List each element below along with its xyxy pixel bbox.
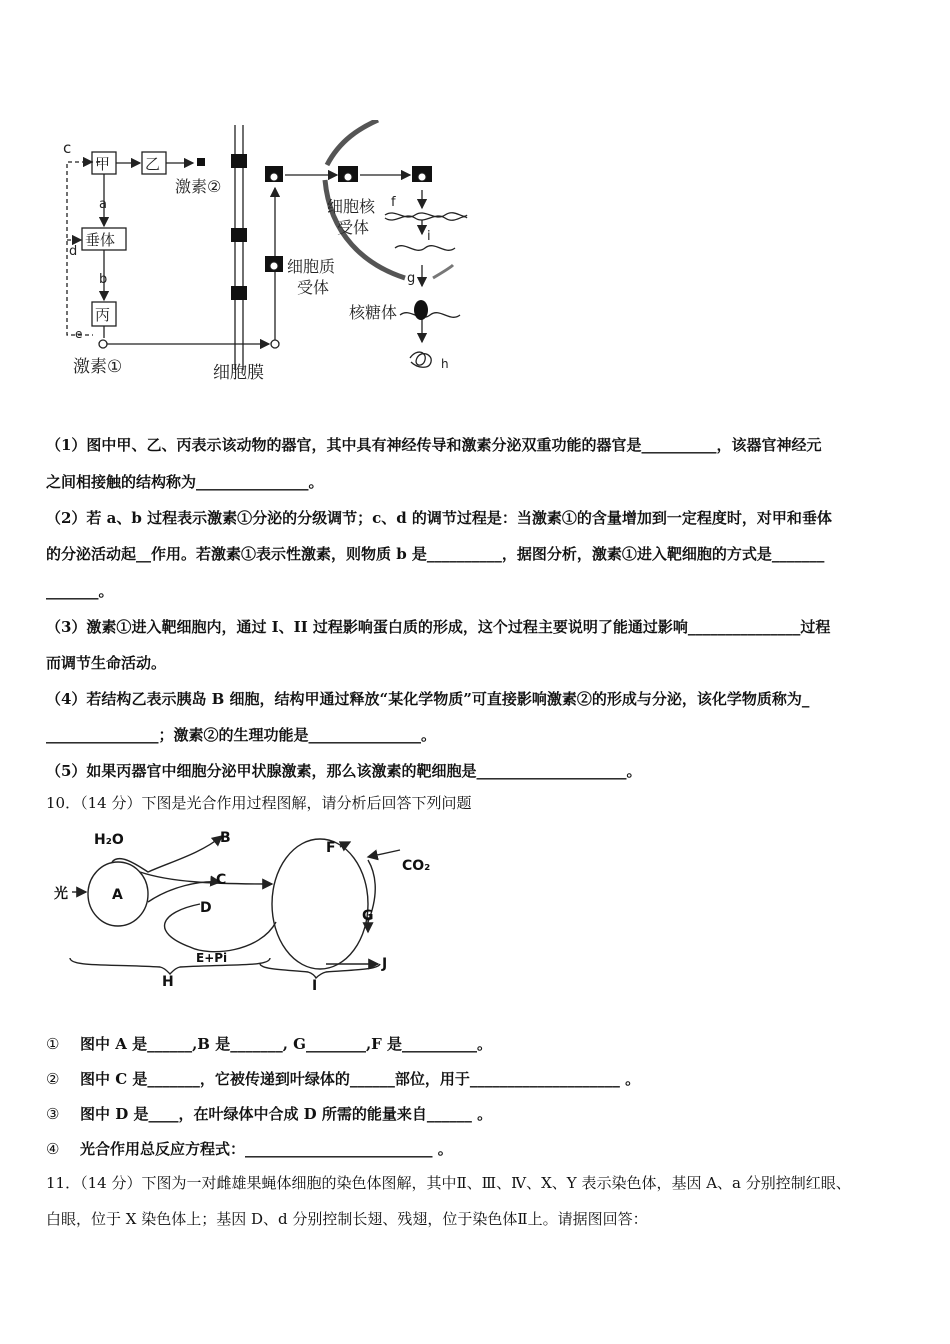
label-cyto-receptor-1: 细胞质	[287, 257, 336, 276]
q9-part2-line2: 的分泌活动起__作用。若激素①表示性激素，则物质 b 是__________，据图分析，激素①进入靶细胞的方式是_______	[46, 545, 825, 563]
q10-item-4: ④ 光合作用总反应方程式：_________________________ 。	[46, 1140, 453, 1158]
label-nuclear-receptor-1: 细胞核	[327, 197, 376, 216]
q10-item-3: ③ 图中 D 是____，在叶绿体中合成 D 所需的能量来自______ 。	[46, 1105, 493, 1123]
q11-line2: 白眼，位于 X 染色体上；基因 D、d 分别控制长翅、残翅，位于染色体Ⅱ上。请据图回答：	[46, 1210, 648, 1228]
label-B: B	[220, 830, 231, 846]
label-G: G	[362, 908, 374, 924]
label-e: e	[75, 327, 83, 341]
label-nuclear-receptor-2: 受体	[337, 218, 370, 237]
label-c: c	[63, 139, 72, 157]
label-h2o: H₂O	[94, 832, 124, 848]
q9-part3-line1: （3）激素①进入靶细胞内，通过 I、II 过程影响蛋白质的形成，这个过程主要说明了能通过影响_______________过程	[46, 618, 831, 636]
q11-line1: 11．（14 分）下图为一对雌雄果蝇体细胞的染色体图解，其中Ⅱ、Ⅲ、Ⅳ、X、Y 表示染色体，基因 A、a 分别控制红眼、	[46, 1174, 851, 1192]
label-chuiti: 垂体	[85, 231, 116, 249]
q9-part5-line1: （5）如果丙器官中细胞分泌甲状腺激素，那么该激素的靶细胞是____________________。	[46, 762, 642, 780]
label-hormone2: 激素②	[175, 177, 222, 196]
q9-part3-line2: 而调节生命活动。	[46, 654, 167, 672]
label-a: a	[99, 197, 107, 212]
q9-part1-line2: 之间相接触的结构称为_______________。	[46, 473, 324, 491]
q10-item-2: ② 图中 C 是_______，它被传递到叶绿体的______部位，用于____________________ 。	[46, 1070, 641, 1088]
q9-part4-line1: （4）若结构乙表示胰岛 B 细胞，结构甲通过释放“某化学物质”可直接影响激素②的形成与分泌，该化学物质称为_	[46, 690, 810, 708]
hormone-regulation-diagram	[55, 120, 495, 390]
label-i: i	[427, 229, 431, 244]
label-EPi: E+Pi	[196, 951, 228, 965]
label-D: D	[200, 900, 212, 916]
label-ribosome: 核糖体	[349, 303, 398, 322]
label-h: h	[441, 357, 449, 371]
q9-part2-line3: _______。	[46, 582, 114, 600]
q10-item-1: ① 图中 A 是______,B 是_______, G________,F 是__________。	[46, 1035, 493, 1053]
label-C: C	[216, 872, 227, 888]
label-membrane: 细胞膜	[213, 363, 264, 383]
label-co2: CO₂	[402, 858, 431, 874]
photosynthesis-diagram	[50, 822, 450, 997]
q9-part2-line1: （2）若 a、b 过程表示激素①分泌的分级调节；c、d 的调节过程是：当激素①的含量增加到一定程度时，对甲和垂体	[46, 509, 832, 527]
label-f: f	[391, 195, 396, 210]
label-yi: 乙	[145, 155, 161, 173]
label-bing: 丙	[95, 306, 111, 324]
label-A: A	[112, 887, 123, 903]
label-F: F	[326, 840, 336, 856]
label-g: g	[407, 271, 416, 286]
label-b: b	[99, 272, 108, 287]
label-I: I	[312, 978, 318, 994]
label-hormone1: 激素①	[73, 357, 123, 377]
label-H: H	[162, 974, 174, 990]
label-J: J	[382, 956, 388, 972]
q10-heading: 10．（14 分）下图是光合作用过程图解，请分析后回答下列问题	[46, 794, 472, 812]
q9-part4-line2: _______________；激素②的生理功能是_______________。	[46, 726, 437, 744]
label-light: 光	[54, 886, 68, 902]
q9-part1-line1: （1）图中甲、乙、丙表示该动物的器官，其中具有神经传导和激素分泌双重功能的器官是__________，该器官神经元	[46, 436, 822, 454]
label-jia: 甲	[95, 155, 111, 173]
label-cyto-receptor-2: 受体	[297, 278, 330, 297]
label-d: d	[69, 244, 78, 259]
